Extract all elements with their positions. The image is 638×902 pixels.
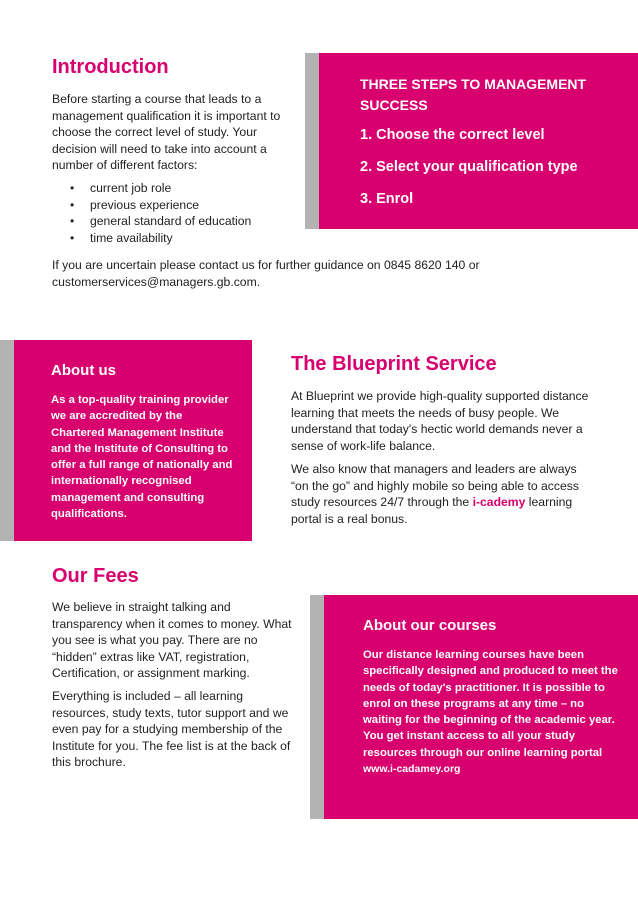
fees-p2: Everything is included – all learning resources, study texts, tutor support and we even pay for a studying membership of the Institute for you. The fee list is at the back of this brochure. <box>52 689 291 770</box>
blueprint-p1: At Blueprint we provide high-quality supported distance learning that meets the needs of busy people. We understand that today's hectic world demands never a sense of work-life balance. <box>291 389 589 453</box>
step-3: 3. Enrol <box>360 191 414 207</box>
factors-list <box>52 180 292 246</box>
blueprint-title: The Blueprint Service <box>291 353 497 375</box>
intro-paragraph: Before starting a course that leads to a management qualification it is important to choose the correct level of study. Your decision will need to take into account a number of different factors: <box>52 92 281 173</box>
courses-text <box>363 647 625 777</box>
step-1: 1. Choose the correct level <box>360 127 545 143</box>
courses-body: Our distance learning courses have been specifically designed and produced to meet the needs of today's practitioner. It is possible to enrol on these programs at any time – no waiting for the beginning of the academic year. You get instant access to all your study resources through our online learning portal <box>363 649 618 759</box>
courses-url[interactable]: www.i-cadamey.org <box>363 763 461 776</box>
about-us-panel-bar <box>0 340 14 541</box>
fees-p1: We believe in straight talking and transparency when it comes to money. What you see is what you pay. There are no “hidden” extras like VAT, registration, Certification, or assignment marking. <box>52 600 292 681</box>
blueprint-p2-start: We also know that managers and leaders are always “on the go” and highly mobile so being able to access study resources 24/7 through the <box>291 462 579 510</box>
list-item: • previous experience <box>52 197 292 214</box>
courses-panel-bar <box>310 595 324 819</box>
blueprint-p2 <box>291 461 596 527</box>
courses-panel <box>310 595 638 819</box>
blueprint-p2-end: learning portal is a real bonus. <box>291 495 573 526</box>
about-us-title: About us <box>51 362 116 379</box>
courses-title: About our courses <box>363 617 497 634</box>
intro-title: Introduction <box>52 56 169 78</box>
about-us-text: As a top-quality training provider we are accredited by the Chartered Management Institute and the Institute of Consulting to offer a full range of nationally and internationally recognised management and consulting qualifications. <box>51 394 233 521</box>
step-2: 2. Select your qualification type <box>360 159 578 175</box>
list-item: • general standard of education <box>52 213 292 230</box>
icademy-link[interactable]: i-cademy <box>472 495 526 510</box>
steps-panel-bar <box>305 53 319 229</box>
about-us-panel <box>0 340 252 541</box>
intro-contact: If you are uncertain please contact us for further guidance on 0845 8620 140 or customerservices@managers.gb.com. <box>52 258 480 289</box>
fees-title: Our Fees <box>52 565 139 587</box>
list-item: • time availability <box>52 230 292 247</box>
steps-panel <box>305 53 638 229</box>
list-item: • current job role <box>52 180 292 197</box>
steps-heading: THREE STEPS TO MANAGEMENT SUCCESS <box>360 76 587 113</box>
